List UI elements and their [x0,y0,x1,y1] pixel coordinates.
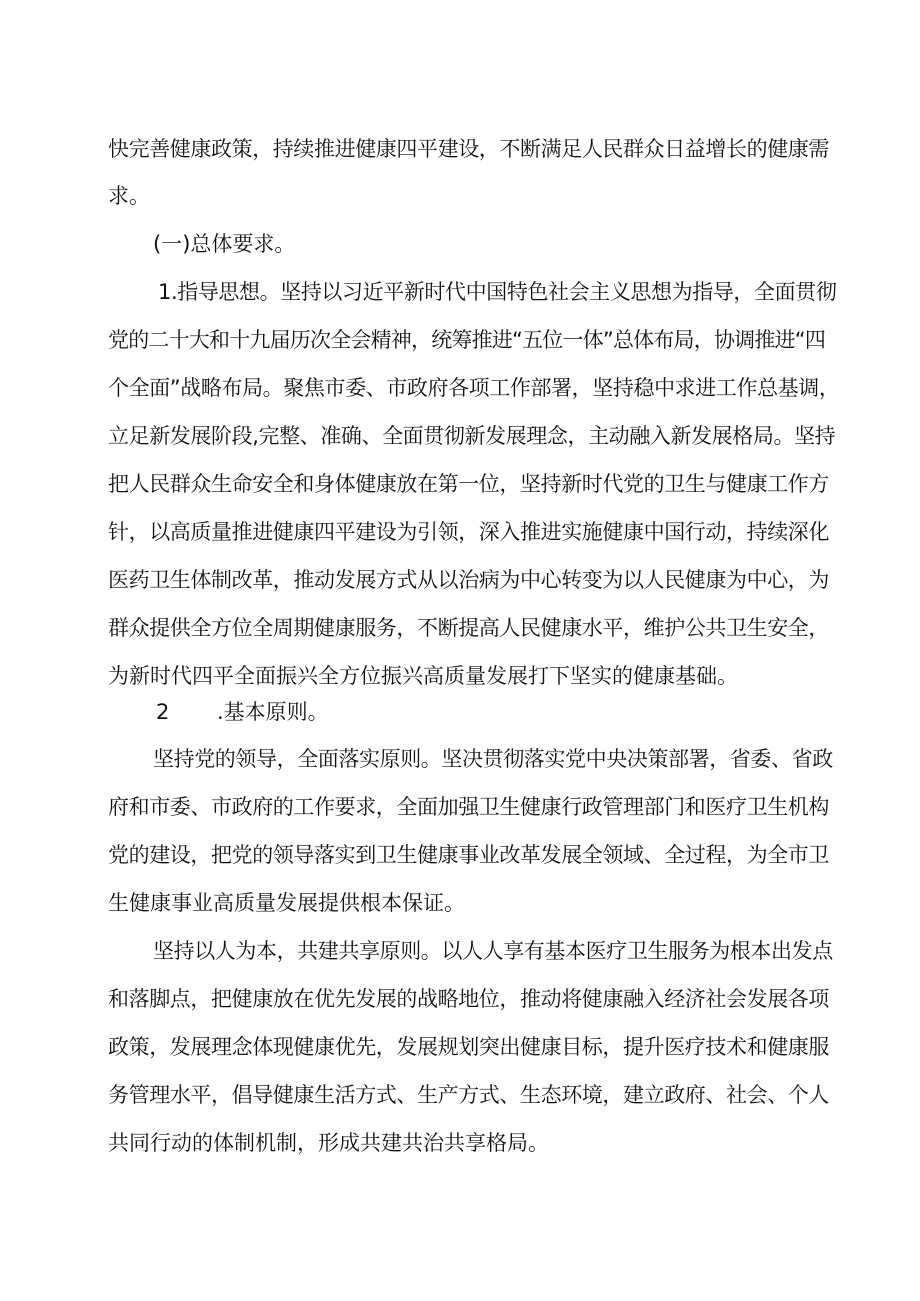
paragraph-line: 立足新发展阶段,完整、准确、全面贯彻新发展理念，主动融入新发展格局。坚持 [108,424,836,448]
section-number: 2 [156,700,170,724]
paragraph-line: 党的建设，把党的领导落实到卫生健康事业改革发展全领域、全过程，为全市卫 [108,843,829,867]
paragraph-line: 坚持党的领导，全面落实原则。坚决贯彻落实党中央决策部署，省委、省政 [153,747,833,771]
paragraph-line: 党的二十大和十九届历次全会精神，统筹推进“五位一体”总体布局，协调推进“四 [108,328,826,352]
section-heading: .基本原则。 [217,700,329,724]
paragraph-line: 共同行动的体制机制，形成共建共治共享格局。 [108,1131,549,1155]
paragraph-line: 生健康事业高质量发展提供根本保证。 [108,891,465,915]
paragraph-line: 和落脚点，把健康放在优先发展的战略地位，推动将健康融入经济社会发展各项 [108,987,829,1011]
paragraph-line: 务管理水平，倡导健康生活方式、生产方式、生态环境，建立政府、社会、个人 [108,1083,829,1107]
paragraph-line: 个全面”战略布局。聚焦市委、市政府各项工作部署，坚持稳中求进工作总基调， [108,376,840,400]
paragraph-line: 府和市委、市政府的工作要求，全面加强卫生健康行政管理部门和医疗卫生机构 [108,795,829,819]
paragraph-line: 把人民群众生命安全和身体健康放在第一位，坚持新时代党的卫生与健康工作方 [108,472,829,496]
paragraph-line: 为新时代四平全面振兴全方位振兴高质量发展打下坚实的健康基础。 [108,664,738,688]
paragraph-line: 针，以高质量推进健康四平建设为引领，深入推进实施健康中国行动，持续深化 [108,520,829,544]
paragraph-line: 群众提供全方位全周期健康服务，不断提高人民健康水平，维护公共卫生安全， [108,616,829,640]
section-heading: (一)总体要求。 [153,232,296,256]
paragraph-line: 1.指导思想。坚持以习近平新时代中国特色社会主义思想为指导，全面贯彻 [158,280,837,304]
paragraph-line: 医药卫生体制改革，推动发展方式从以治病为中心转变为以人民健康为中心，为 [108,568,829,592]
paragraph-line: 求。 [108,184,150,208]
paragraph-line: 快完善健康政策，持续推进健康四平建设，不断满足人民群众日益增长的健康需 [108,137,829,161]
paragraph-line: 政策，发展理念体现健康优先，发展规划突出健康目标，提升医疗技术和健康服 [108,1035,829,1059]
paragraph-line: 坚持以人为本，共建共享原则。以人人享有基本医疗卫生服务为根本出发点 [153,939,833,963]
